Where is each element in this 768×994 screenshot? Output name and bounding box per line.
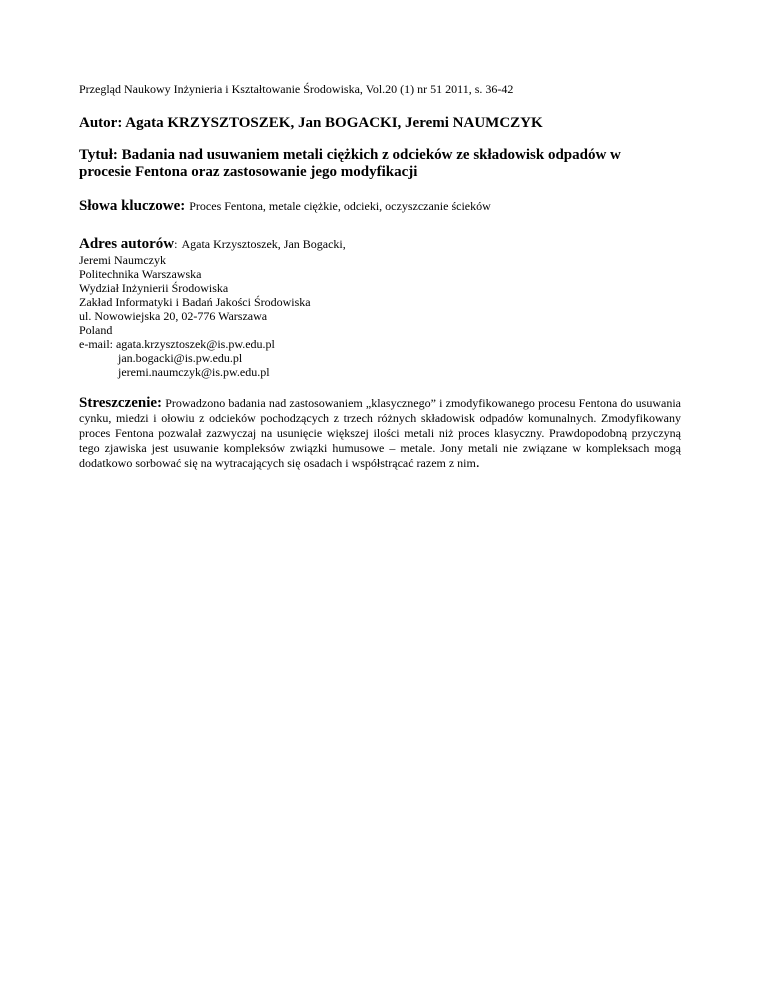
authors-names: Agata KRZYSZTOSZEK, Jan BOGACKI, Jeremi NAUMCZYK xyxy=(125,115,543,131)
address-first-line: Agata Krzysztoszek, Jan Bogacki, xyxy=(181,237,346,251)
address-line: Wydział Inżynierii Środowiska xyxy=(79,281,229,295)
address-line: Politechnika Warszawska xyxy=(79,267,202,281)
email-link-1[interactable]: agata.krzysztoszek@is.pw.edu.pl xyxy=(115,337,275,351)
address-colon: : xyxy=(174,237,178,251)
keywords xyxy=(79,197,681,215)
abstract xyxy=(79,396,681,471)
address-label: Adres autorów xyxy=(79,236,175,252)
email-link-3[interactable]: jeremi.naumczyk@is.pw.edu.pl xyxy=(118,365,270,379)
address-head xyxy=(79,235,681,253)
address-line: Jeremi Naumczyk xyxy=(79,253,166,267)
authors-line xyxy=(79,114,681,132)
abstract-end-dot: . xyxy=(475,455,480,471)
address-line: Zakład Informatyki i Badań Jakości Środowiska xyxy=(79,295,311,309)
abstract-text: Prowadzono badania nad zastosowaniem „klasycznego” i zmodyfikowanego procesu Fentona do usuwania cynku, miedzi i ołowiu z odcieków pochodzących z trzech różnych składowisk odpadów komunalnych. Zmodyfikowany proces Fentona pozwalał zazwyczaj na usunięcie większej ilości metali niż proces klasyczny. Prawdopodobną przyczyną tego zjawiska jest usuwanie kompleksów związki humusowe – metale. Jony metali nie związane w kompleksach mogą dodatkowo sorbować się na wytracających się osadach i współstrącać razem z nim xyxy=(79,396,682,470)
journal-citation xyxy=(79,82,681,96)
email-line xyxy=(79,337,681,351)
title-line-1: Badania nad usuwaniem metali ciężkich z odcieków ze składowisk odpadów w xyxy=(121,147,621,163)
title-label: Tytuł: xyxy=(79,147,118,163)
email-link-2[interactable]: jan.bogacki@is.pw.edu.pl xyxy=(118,351,243,365)
document-page xyxy=(79,82,681,471)
keywords-label: Słowa kluczowe: xyxy=(79,198,186,214)
abstract-label: Streszczenie: xyxy=(79,395,163,411)
authors-label: Autor: xyxy=(79,115,123,131)
email-label: e-mail: xyxy=(79,337,113,351)
paper-title xyxy=(79,147,681,181)
address-line: ul. Nowowiejska 20, 02-776 Warszawa xyxy=(79,309,268,323)
title-line-2: procesie Fentona oraz zastosowanie jego modyfikacji xyxy=(79,164,418,180)
journal-citation-text: Przegląd Naukowy Inżynieria i Kształtowanie Środowiska, Vol.20 (1) nr 51 2011, s. 36-42 xyxy=(79,82,514,96)
keywords-text: Proces Fentona, metale ciężkie, odcieki, oczyszczanie ścieków xyxy=(189,199,491,213)
address-line: Poland xyxy=(79,323,113,337)
author-address xyxy=(79,235,681,379)
